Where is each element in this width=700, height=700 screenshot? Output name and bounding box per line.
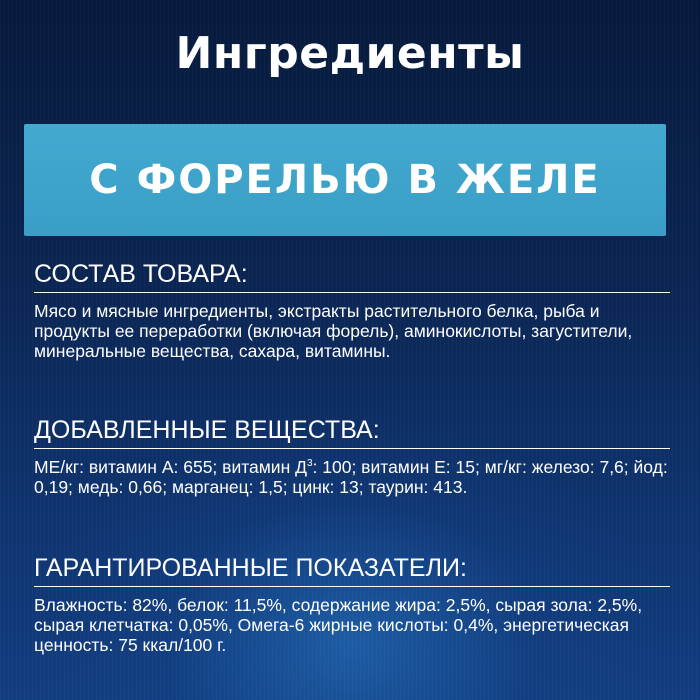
guaranteed-analysis-text: Влажность: 82%, белок: 11,5%, содержание жира: 2,5%, сырая зола: 2,5%, сырая клетчатка: 0,05%, Омега-6 жирные кислоты: 0,4%, энергетическая ценность: 75 ккал/100 г. [34, 595, 643, 655]
page-title: Ингредиенты [175, 28, 525, 79]
vitamin-d-superscript: 3 [306, 458, 313, 470]
variant-banner-text: С ФОРЕЛЬЮ В ЖЕЛЕ [89, 157, 601, 203]
composition-section [34, 260, 670, 361]
additives-heading: ДОБАВЛЕННЫЕ ВЕЩЕСТВА: [34, 416, 670, 449]
composition-heading: СОСТАВ ТОВАРА: [34, 260, 670, 293]
additives-section [34, 416, 670, 497]
additives-text [34, 457, 670, 497]
additives-text-part1: МЕ/кг: витамин А: 655; витамин Д [34, 457, 307, 477]
variant-banner [24, 124, 666, 236]
composition-text: Мясо и мясные ингредиенты, экстракты растительного белка, рыба и продукты ее переработки (включая форель), аминокислоты, загустители, минеральные вещества, сахара, витамины. [34, 301, 633, 361]
guaranteed-analysis-section [34, 554, 670, 655]
guaranteed-analysis-heading: ГАРАНТИРОВАННЫЕ ПОКАЗАТЕЛИ: [34, 554, 670, 587]
additives-text-part2: : 100; витамин Е: 15; мг/кг: железо: 7,6; йод: 0,19; медь: 0,66; марганец: 1,5; цинк: 13; таурин: 413. [34, 457, 668, 497]
